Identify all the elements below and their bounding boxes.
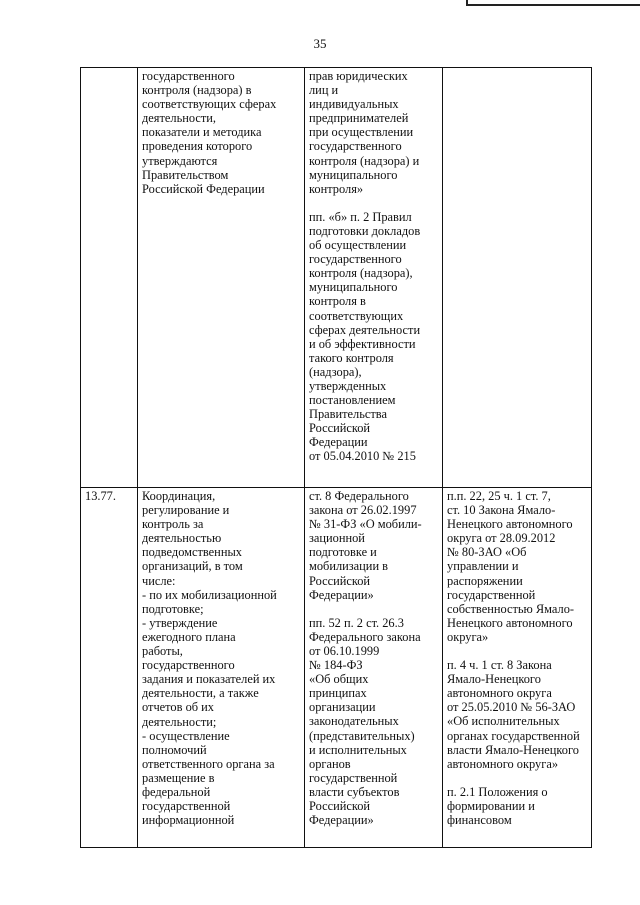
cell-regional-basis [443, 488, 592, 848]
text-line: ст. 8 Федерального [309, 489, 409, 503]
text-line: автономного округа [447, 686, 552, 701]
text-line: организации [309, 700, 376, 715]
text-line: размещение в [142, 770, 215, 785]
text-line: Российской [309, 798, 371, 813]
text-line: государственного [142, 658, 235, 673]
text-line: проведения которого [142, 139, 253, 154]
text-line: деятельности, [142, 111, 217, 126]
text-line: закона от 26.02.1997 [309, 503, 417, 518]
text-line: Федерации» [309, 587, 374, 602]
text-line: работы, [142, 644, 183, 659]
text-line: контроля (надзора) и [309, 153, 420, 168]
text-line: формировании и [447, 798, 535, 813]
text-line: контроля (надзора) в [142, 83, 252, 98]
cell-activity [138, 488, 305, 848]
text-line: «Об общих [309, 672, 369, 687]
legal-basis-table [80, 67, 592, 848]
text-line: предпринимателей [309, 111, 409, 126]
text-line: Правительства [309, 407, 387, 422]
text-line: деятельностью [142, 531, 222, 546]
text-line: Правительством [142, 167, 229, 182]
text-line: ст. 10 Закона Ямало- [447, 503, 556, 518]
paragraph-gap [447, 771, 587, 785]
text-line: и исполнительных [309, 742, 407, 757]
cell-number [81, 68, 138, 488]
text-line: подготовке; [142, 601, 204, 616]
text-line: Российской [309, 573, 371, 588]
text-line: № 80-ЗАО «Об [447, 545, 527, 560]
text-line: при осуществлении [309, 125, 414, 140]
text-line: подведомственных [142, 545, 242, 560]
text-line: деятельности, а также [142, 686, 259, 701]
text-line: п.п. 22, 25 ч. 1 ст. 7, [447, 489, 551, 503]
text-line: № 184-ФЗ [309, 658, 363, 673]
text-line: и об эффективности [309, 336, 416, 351]
text-line: (представительных) [309, 728, 415, 743]
text-line: от 05.04.2010 № 215 [309, 449, 416, 464]
cell-number: 13.77. [81, 488, 138, 848]
paragraph-gap [309, 196, 438, 210]
text-line: утвержденных [309, 378, 387, 393]
text-line: п. 2.1 Положения о [447, 784, 548, 799]
text-line: от 06.10.1999 [309, 643, 380, 658]
text-line: органов [309, 756, 351, 771]
cell-federal-basis [305, 488, 443, 848]
text-line: ежегодного плана [142, 629, 236, 644]
text-line: - утверждение [142, 615, 218, 630]
text-line: федеральной [142, 784, 211, 799]
text-line: информационной [142, 813, 235, 828]
table-row [81, 488, 592, 848]
text-line: соответствующих сферах [142, 97, 277, 112]
text-line: регулирование и [142, 503, 230, 518]
text-line: Координация, [142, 489, 216, 503]
text-line: зационной [309, 531, 365, 546]
text-line: муниципального [309, 167, 398, 182]
text-line: Федерации [309, 435, 368, 450]
text-line: принципах [309, 686, 367, 701]
text-line: организаций, в том [142, 559, 243, 574]
text-line: утверждаются [142, 153, 218, 168]
cell-regional-basis [443, 68, 592, 488]
text-line: округа» [447, 629, 489, 644]
text-line: Российской [309, 421, 371, 436]
text-line: власти субъектов [309, 784, 400, 799]
text-line: подготовки докладов [309, 223, 421, 238]
text-line: постановлением [309, 393, 396, 408]
text-line: - осуществление [142, 728, 230, 743]
text-line: финансовом [447, 812, 512, 827]
text-line: числе: [142, 573, 176, 588]
text-line: государственной [309, 770, 398, 785]
text-line: Российской Федерации [142, 181, 265, 196]
text-line: власти Ямало-Ненецкого [447, 742, 579, 757]
scan-corner-mark [466, 0, 640, 6]
text-line: п. 4 ч. 1 ст. 8 Закона [447, 658, 552, 673]
text-line: (надзора), [309, 364, 362, 379]
text-line: сферах деятельности [309, 322, 421, 337]
cell-activity [138, 68, 305, 488]
text-line: государственной [447, 587, 536, 602]
text-line: контроля в [309, 294, 366, 309]
text-line: законодательных [309, 714, 399, 729]
text-line: прав юридических [309, 69, 408, 83]
paragraph-gap [309, 602, 438, 616]
text-line: деятельности; [142, 714, 217, 729]
text-line: собственностью Ямало- [447, 601, 575, 616]
page-number: 35 [313, 36, 327, 51]
cell-federal-basis [305, 68, 443, 488]
text-line: государственной [142, 799, 231, 814]
text-line: Ненецкого автономного [447, 615, 573, 630]
text-line: государственного [142, 69, 235, 83]
text-line: государственного [309, 252, 402, 267]
text-line: управлении и [447, 559, 519, 574]
text-line: № 31-ФЗ «О мобили- [309, 517, 422, 532]
text-line: показатели и методика [142, 125, 262, 140]
text-line: пп. «б» п. 2 Правил [309, 209, 412, 224]
text-line: органах государственной [447, 728, 580, 743]
text-line: подготовке и [309, 545, 377, 560]
text-line: контроля (надзора), [309, 266, 413, 281]
text-line: Федерации» [309, 813, 374, 828]
text-line: муниципального [309, 280, 398, 295]
text-line: Ненецкого автономного [447, 517, 573, 532]
text-line: об осуществлении [309, 238, 407, 253]
text-line: такого контроля [309, 350, 394, 365]
text-line: автономного округа» [447, 756, 559, 771]
text-line: индивидуальных [309, 97, 399, 112]
table-row [81, 68, 592, 488]
text-line: от 25.05.2010 № 56-ЗАО [447, 700, 576, 715]
text-line: соответствующих [309, 308, 404, 323]
text-line: государственного [309, 139, 402, 154]
text-line: контроля» [309, 181, 364, 196]
text-line: распоряжении [447, 573, 523, 588]
text-line: задания и показателей их [142, 672, 276, 687]
text-line: мобилизации в [309, 559, 389, 574]
text-line: округа от 28.09.2012 [447, 531, 556, 546]
text-line: контроль за [142, 517, 204, 532]
text-line: Ямало-Ненецкого [447, 672, 541, 687]
text-line: отчетов об их [142, 700, 214, 715]
text-line: лиц и [309, 83, 339, 98]
text-line: «Об исполнительных [447, 714, 560, 729]
text-line: Федерального закона [309, 629, 421, 644]
text-line: пп. 52 п. 2 ст. 26.3 [309, 615, 404, 630]
text-line: - по их мобилизационной [142, 587, 277, 602]
text-line: ответственного органа за [142, 756, 275, 771]
paragraph-gap [447, 644, 587, 658]
text-line: полномочий [142, 742, 207, 757]
